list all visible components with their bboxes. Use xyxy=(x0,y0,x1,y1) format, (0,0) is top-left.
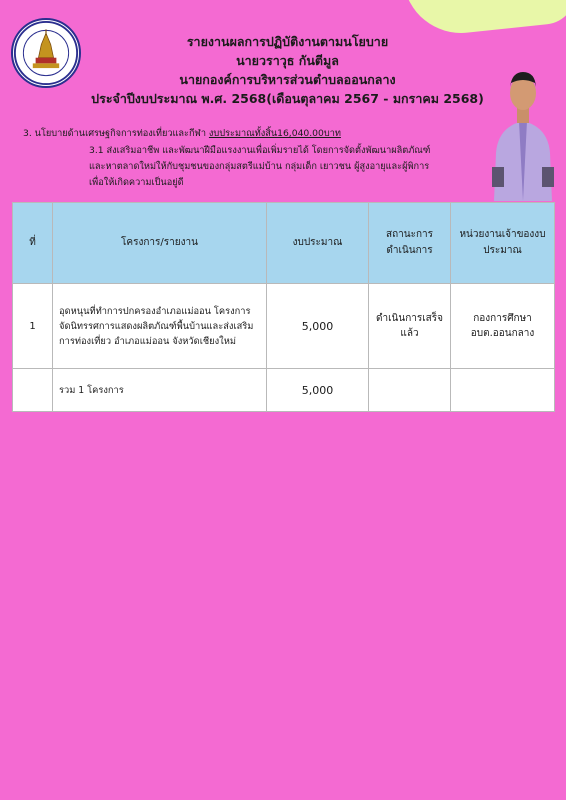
report-header xyxy=(90,32,485,108)
row-status: ดำเนินการเสร็จแล้ว xyxy=(369,284,451,369)
policy-detail-line: 3.1 ส่งเสริมอาชีพ และพัฒนาฝีมือแรงงานเพื่อเพิ่มรายได้ โดยการจัดตั้งพัฒนาผลิตภัณฑ์ xyxy=(89,145,431,156)
row-project: อุดหนุนที่ทำการปกครองอำเภอแม่ออน โครงการจัดนิทรรศการแสดงผลิตภัณฑ์พื้นบ้านและส่งเสริมการท่องเที่ยว อำเภอแม่ออน จังหวัดเชียงใหม่ xyxy=(53,284,267,369)
table-row xyxy=(13,284,555,369)
mayor-name: นายวราวุธ กันตีมูล xyxy=(236,53,339,68)
row-no: 1 xyxy=(13,284,53,369)
mayor-position: นายกองค์การบริหารส่วนตำบลออนกลาง xyxy=(179,72,396,87)
policy-line xyxy=(23,126,341,141)
header-budget: งบประมาณ xyxy=(267,203,369,284)
total-status-cell xyxy=(369,369,451,412)
seal-icon xyxy=(13,20,79,86)
header-status: สถานะการดำเนินการ xyxy=(369,203,451,284)
header-title: รายงานผลการปฏิบัติงานตามนโยบาย xyxy=(186,34,389,49)
table-header-row xyxy=(13,203,555,284)
policy-title: 3. นโยบายด้านเศรษฐกิจการท่องเที่ยวและกีฬา xyxy=(23,128,206,139)
row-budget: 5,000 xyxy=(267,284,369,369)
table-total-row xyxy=(13,369,555,412)
organization-logo xyxy=(11,18,81,88)
header-agency: หน่วยงานเจ้าของงบประมาณ xyxy=(451,203,555,284)
policy-detail-line: และหาตลาดใหม่ให้กับชุมชนของกลุ่มสตรีแม่บ้าน กลุ่มเด็ก เยาวชน ผู้สูงอายุและผู้พิการ xyxy=(89,161,430,172)
project-table xyxy=(12,202,555,412)
policy-detail-line: เพื่อให้เกิดความเป็นอยู่ดี xyxy=(89,177,184,188)
mayor-photo xyxy=(488,55,558,201)
header-no: ที่ xyxy=(13,203,53,284)
total-no-cell xyxy=(13,369,53,412)
fiscal-year: ประจำปีงบประมาณ พ.ศ. 2568(เดือนตุลาคม 2567 - มกราคม 2568) xyxy=(91,91,484,106)
total-budget: 5,000 xyxy=(267,369,369,412)
total-agency-cell xyxy=(451,369,555,412)
policy-budget: งบประมาณทั้งสิ้น16,040.00บาท xyxy=(208,128,341,139)
row-agency: กองการศึกษา อบต.ออนกลาง xyxy=(451,284,555,369)
total-label: รวม 1 โครงการ xyxy=(53,369,267,412)
policy-detail xyxy=(89,143,484,191)
header-project: โครงการ/รายงาน xyxy=(53,203,267,284)
